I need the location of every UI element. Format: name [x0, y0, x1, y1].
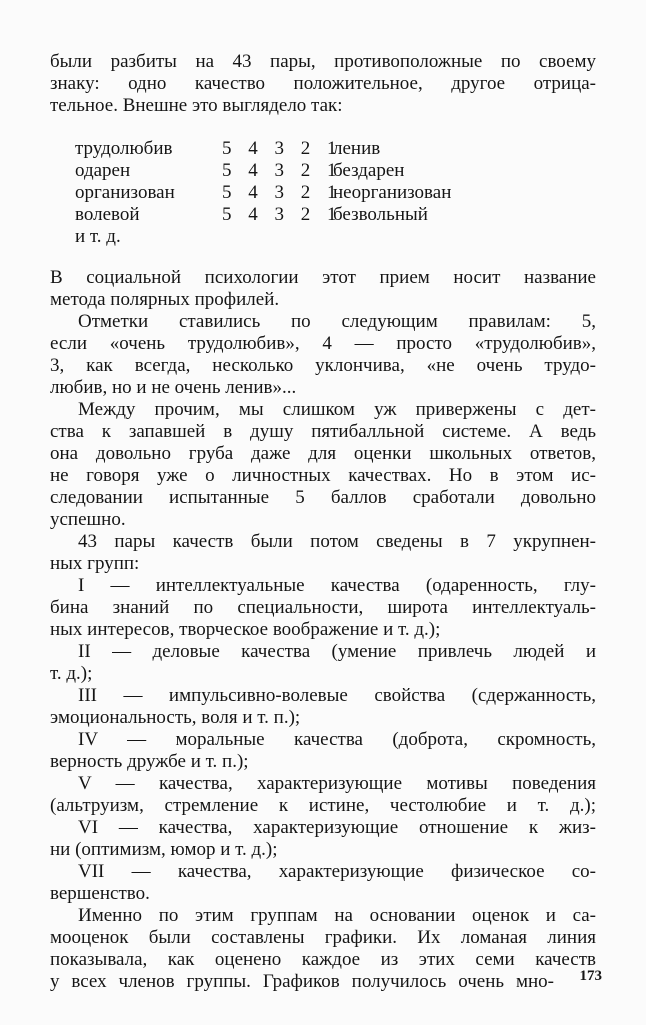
- text-line: V — качества, характеризующие мотивы поведения: [78, 773, 596, 794]
- text-line: IV — моральные качества (доброта, скромность,: [78, 729, 596, 750]
- text-line: знаку: одно качество положительное, другое отрица-: [50, 73, 596, 94]
- text-line: Между прочим, мы слишком уж привержены с дет-: [78, 399, 596, 420]
- text-line: эмоциональность, воля и т. п.);: [50, 707, 301, 728]
- text-line: 3, как всегда, несколько уклончива, «не очень трудо-: [50, 355, 596, 376]
- text-line: верность дружбе и т. п.);: [50, 751, 249, 772]
- negative-quality: неорганизован: [333, 182, 452, 203]
- text-line: VII — качества, характеризующие физическое со-: [78, 861, 596, 882]
- text-line: (альтруизм, стремление к истине, честолюбие и т. д.);: [50, 795, 596, 816]
- text-line: тельное. Внешне это выглядело так:: [50, 95, 343, 116]
- text-line: 43 пары качеств были потом сведены в 7 укрупнен-: [78, 531, 596, 552]
- text-line: II — деловые качества (умение привлечь людей и: [78, 641, 596, 662]
- rating-scale: 5 4 3 2 1: [222, 138, 343, 159]
- text-line: если «очень трудолюбив», 4 — просто «трудолюбив»,: [50, 333, 596, 354]
- positive-quality: одарен: [75, 160, 131, 181]
- text-line: т. д.);: [50, 663, 93, 684]
- text-line: у всех членов группы. Графиков получилось очень мно-: [50, 971, 554, 992]
- text-line: ных интересов, творческое воображение и т. д.);: [50, 619, 441, 640]
- text-line: были разбиты на 43 пары, противоположные по своему: [50, 51, 596, 72]
- positive-quality: трудолюбив: [75, 138, 173, 159]
- negative-quality: бездарен: [333, 160, 405, 181]
- text-line: метода полярных профилей.: [50, 289, 280, 310]
- text-line: В социальной психологии этот прием носит название: [50, 267, 596, 288]
- text-line: мооценок были составлены графики. Их ломаная линия: [50, 927, 596, 948]
- negative-quality: безвольный: [333, 204, 428, 225]
- text-line: VI — качества, характеризующие отношение к жиз-: [78, 817, 596, 838]
- rating-scale: 5 4 3 2 1: [222, 204, 343, 225]
- positive-quality: волевой: [75, 204, 140, 225]
- page-number: 173: [579, 968, 602, 984]
- rating-scale: 5 4 3 2 1: [222, 160, 343, 181]
- text-line: ни (оптимизм, юмор и т. д.);: [50, 839, 278, 860]
- text-line: ства к запавшей в душу пятибалльной системе. А ведь: [50, 421, 596, 442]
- text-line: Именно по этим группам на основании оценок и са-: [78, 905, 596, 926]
- rating-scale: 5 4 3 2 1: [222, 182, 343, 203]
- text-line: она довольно груба даже для оценки школьных ответов,: [50, 443, 596, 464]
- text-line: показывала, как оценено каждое из этих семи качеств: [50, 949, 596, 970]
- text-line: вершенство.: [50, 883, 150, 904]
- text-line: бина знаний по специальности, широта интеллектуаль-: [50, 597, 596, 618]
- negative-quality: ленив: [333, 138, 381, 159]
- text-line: I — интеллектуальные качества (одаренность, глу-: [78, 575, 596, 596]
- text-line: следовании испытанные 5 баллов сработали довольно: [50, 487, 596, 508]
- etc-label: и т. д.: [75, 226, 121, 247]
- text-line: не говоря уже о личностных качествах. Но в этом ис-: [50, 465, 596, 486]
- positive-quality: организован: [75, 182, 175, 203]
- text-line: III — импульсивно-волевые свойства (сдержанность,: [78, 685, 596, 706]
- text-line: любив, но и не очень ленив»...: [50, 377, 297, 398]
- text-line: успешно.: [50, 509, 126, 530]
- text-line: ных групп:: [50, 553, 140, 574]
- text-line: Отметки ставились по следующим правилам: 5,: [78, 311, 596, 332]
